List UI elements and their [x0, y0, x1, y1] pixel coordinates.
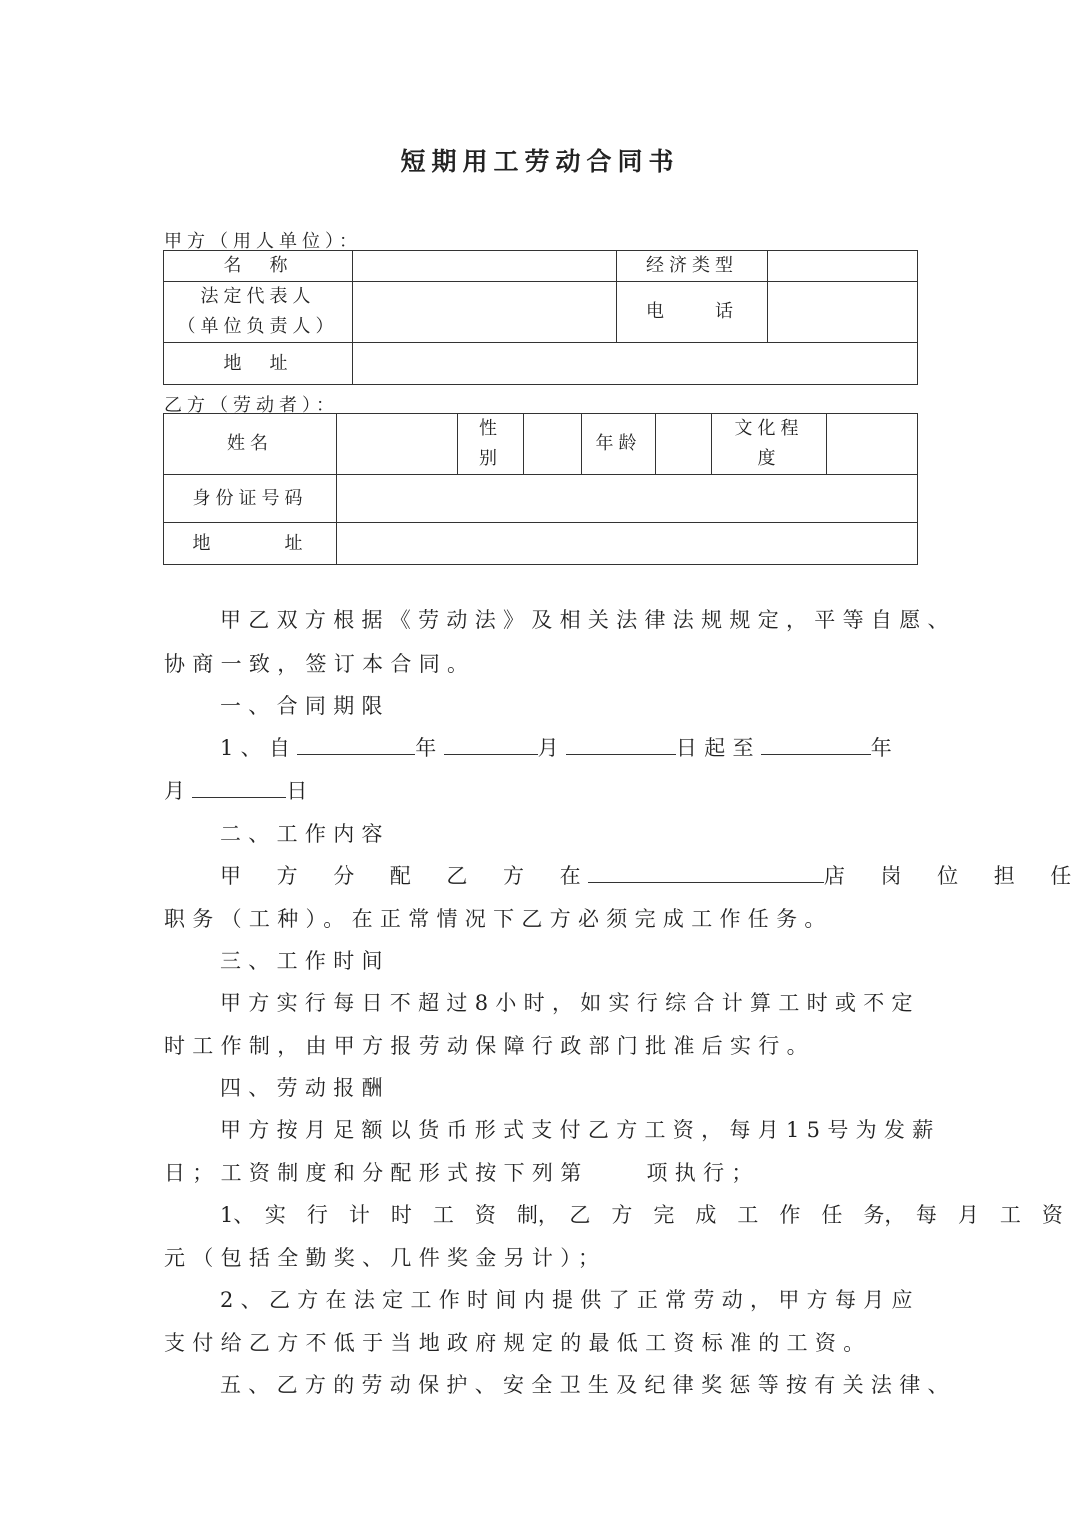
- end-year-blank[interactable]: [761, 734, 871, 755]
- start-day-blank[interactable]: [566, 734, 676, 755]
- term-line-2: [164, 775, 315, 805]
- pay-method-text: 日；工资制度和分配形式按下列第: [164, 1161, 589, 1185]
- section-4-title: 四、劳动报酬: [220, 1076, 390, 1100]
- phone-value-cell[interactable]: [768, 282, 918, 343]
- econ-type-label: 经济类型: [617, 251, 768, 282]
- party-a-heading: 甲方（用人单位）：: [164, 231, 362, 252]
- legal-rep-label-line2: （单位负责人）: [177, 316, 339, 337]
- pay-line-2: [164, 1157, 760, 1187]
- end-day-blank[interactable]: [192, 777, 286, 798]
- age-value-cell[interactable]: [656, 414, 712, 475]
- gender-label-line2: 别: [479, 448, 502, 469]
- pay-line-4: 元（包括全勤奖、几件奖金另计）；: [164, 1246, 607, 1270]
- intro-line-1: 甲乙双方根据《劳动法》及相关法律法规规定，平等自愿、: [220, 608, 956, 632]
- legal-rep-label-line1: 法定代表人: [200, 286, 316, 307]
- term-day2-label: 日: [286, 779, 315, 803]
- term-day-to: 日起至: [675, 736, 761, 760]
- work-position-text: 店 岗 位 担 任: [823, 864, 1079, 888]
- worker-name-value-cell[interactable]: [337, 414, 458, 475]
- education-label-line1: 文化程: [734, 418, 804, 439]
- work-hours-line-2: 时工作制，由甲方报劳动保障行政部门批准后实行。: [164, 1034, 815, 1058]
- legal-rep-value-cell[interactable]: [353, 282, 617, 343]
- education-label: [712, 414, 827, 475]
- term-from: 1、自: [220, 736, 298, 760]
- section-2-title: 二、工作内容: [220, 822, 390, 846]
- worker-address-label: 地 址: [164, 523, 337, 565]
- term-month-label: 月: [537, 736, 566, 760]
- document-title: 短期用工劳动合同书: [400, 147, 680, 176]
- store-blank[interactable]: [588, 862, 824, 883]
- term-year-label: 年: [415, 736, 444, 760]
- pay-line-6: 支付给乙方不低于当地政府规定的最低工资标准的工资。: [164, 1331, 872, 1355]
- address-label: 地 址: [164, 343, 353, 385]
- id-label: 身份证号码: [164, 475, 337, 523]
- name-value-cell[interactable]: [353, 251, 617, 282]
- address-value-cell[interactable]: [353, 343, 918, 385]
- party-b-heading: 乙方（劳动者）：: [164, 395, 339, 416]
- age-label: 年龄: [582, 414, 656, 475]
- party-a-table: [163, 250, 918, 385]
- start-year-blank[interactable]: [297, 734, 415, 755]
- education-value-cell[interactable]: [827, 414, 918, 475]
- start-month-blank[interactable]: [444, 734, 538, 755]
- section-1-title: 一、合同期限: [220, 694, 390, 718]
- term-year2-label: 年: [870, 736, 900, 760]
- pay-line-3: 1、 实 行 计 时 工 资 制， 乙 方 完 成 工 作 任 务， 每 月 工 资: [220, 1203, 1063, 1227]
- gender-label: [458, 414, 524, 475]
- intro-line-2: 协商一致，签订本合同。: [164, 652, 476, 676]
- work-hours-line-1: 甲方实行每日不超过8小时，如实行综合计算工时或不定: [220, 991, 920, 1015]
- gender-value-cell[interactable]: [524, 414, 582, 475]
- work-content-line-1: [220, 860, 1079, 890]
- pay-line-5: 2、乙方在法定工作时间内提供了正常劳动，甲方每月应: [220, 1288, 920, 1312]
- section-5-line-1: 五、乙方的劳动保护、安全卫生及纪律奖惩等按有关法律、: [220, 1373, 956, 1397]
- term-line-1: [220, 732, 899, 762]
- worker-name-label: 姓名: [164, 414, 337, 475]
- legal-rep-label: [164, 282, 353, 343]
- party-b-table: [163, 413, 918, 565]
- id-value-cell[interactable]: [337, 475, 918, 523]
- econ-type-value-cell[interactable]: [768, 251, 918, 282]
- work-content-line-2: 职务（工种）。在正常情况下乙方必须完成工作任务。: [164, 907, 833, 931]
- gender-label-line1: 性: [479, 418, 502, 439]
- pay-line-1: 甲方按月足额以货币形式支付乙方工资，每月15号为发薪: [220, 1118, 941, 1142]
- phone-label: 电 话: [617, 282, 768, 343]
- pay-method-suffix: 项执行；: [646, 1161, 760, 1185]
- section-3-title: 三、工作时间: [220, 949, 390, 973]
- education-label-line2: 度: [757, 448, 781, 469]
- worker-address-value-cell[interactable]: [337, 523, 918, 565]
- work-assign-text: 甲 方 分 配 乙 方 在: [220, 864, 588, 888]
- name-label: 名 称: [164, 251, 353, 282]
- term-month2-label: 月: [164, 779, 193, 803]
